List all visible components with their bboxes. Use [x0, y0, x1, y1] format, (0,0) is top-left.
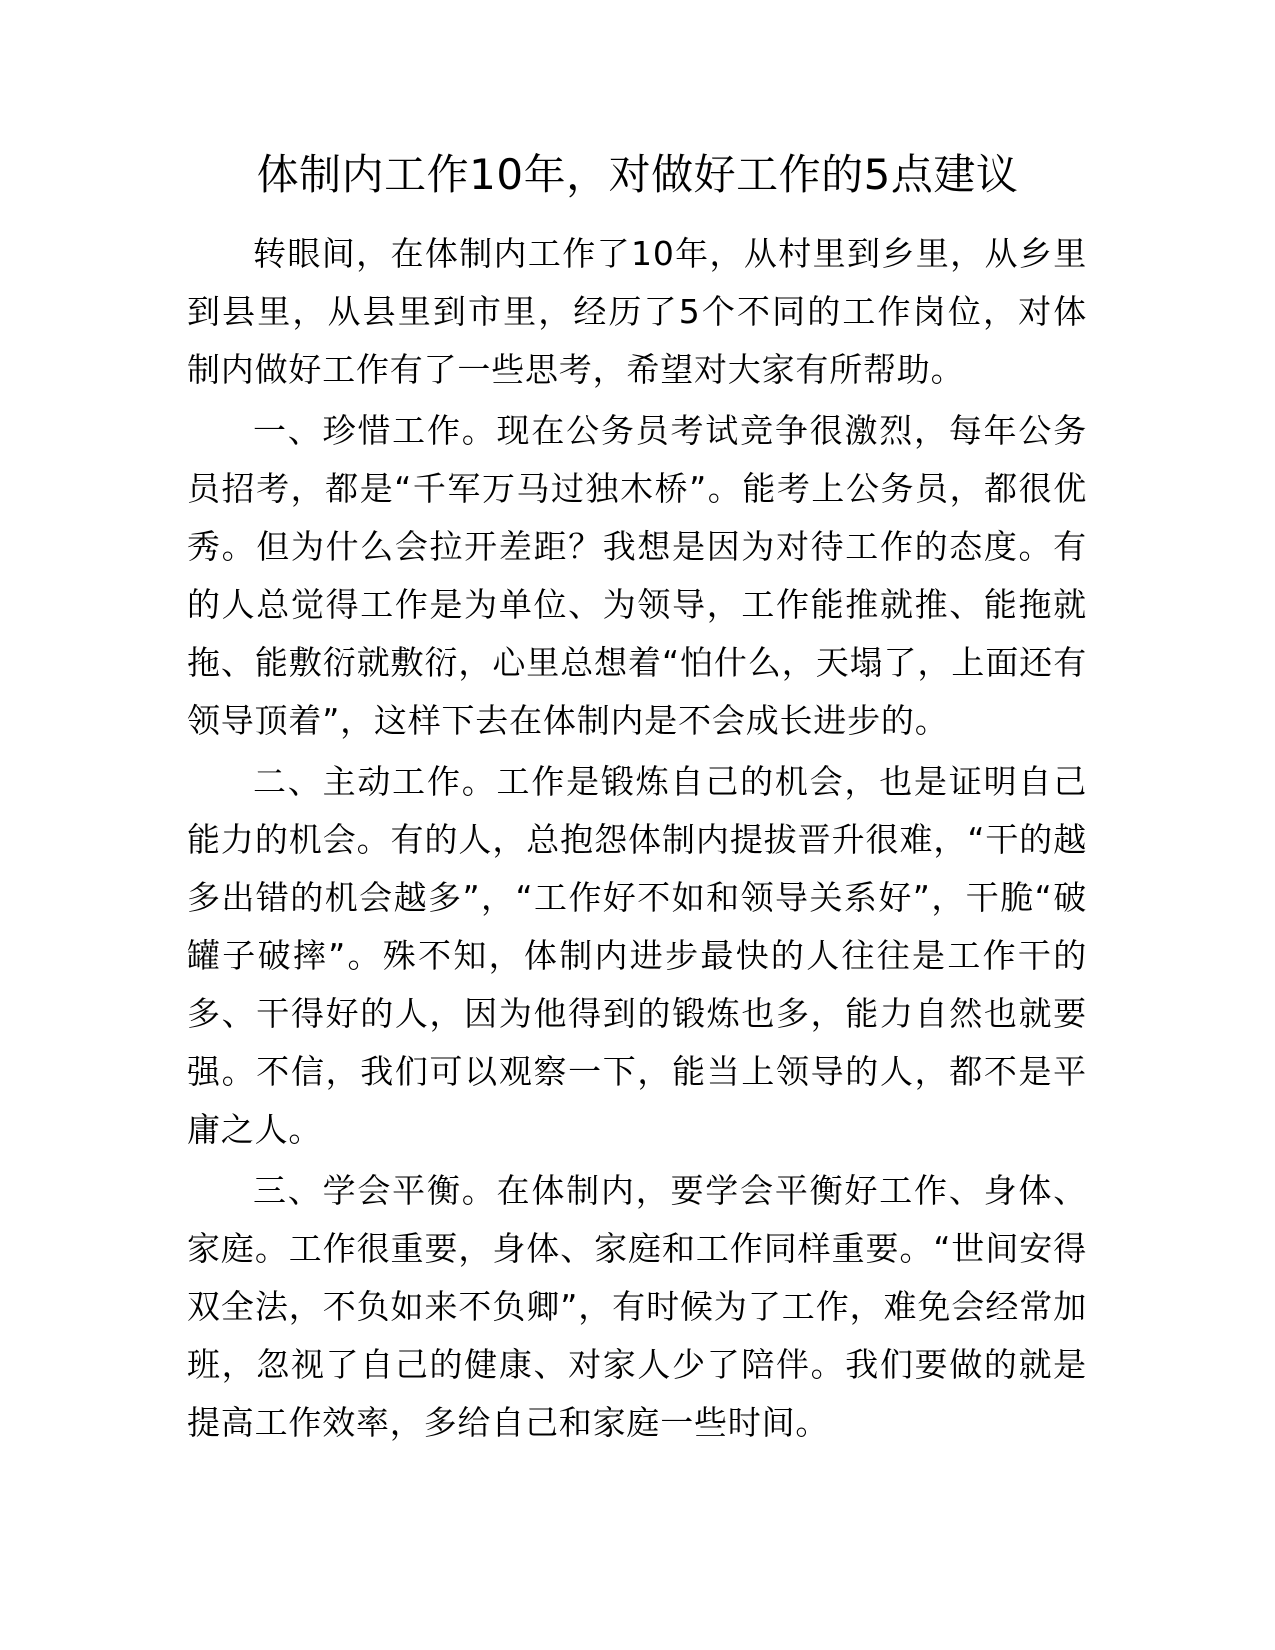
paragraph-cherish-work: 一、珍惜工作。现在公务员考试竞争很激烈，每年公务员招考，都是“千军万马过独木桥”。能考上公务员，都很优秀。但为什么会拉开差距？我想是因为对待工作的态度。有的人总觉得工作是为单位、为领导，工作能推就推、能拖就拖、能敷衍就敷衍，心里总想着“怕什么，天塌了，上面还有领导顶着”，这样下去在体制内是不会成长进步的。 [187, 411, 1087, 740]
document-body [187, 225, 1087, 1455]
document-title: 体制内工作10年，对做好工作的5点建议 [256, 150, 1019, 199]
paragraph-learn-balance: 三、学会平衡。在体制内，要学会平衡好工作、身体、家庭。工作很重要，身体、家庭和工作同样重要。“世间安得双全法，不负如来不负卿”，有时候为了工作，难免会经常加班，忽视了自己的健康、对家人少了陪伴。我们要做的就是提高工作效率，多给自己和家庭一些时间。 [187, 1171, 1087, 1442]
paragraph-proactive-work: 二、主动工作。工作是锻炼自己的机会，也是证明自己能力的机会。有的人，总抱怨体制内提拔晋升很难，“干的越多出错的机会越多”，“工作好不如和领导关系好”，干脆“破罐子破摔”。殊不知，体制内进步最快的人往往是工作干的多、干得好的人，因为他得到的锻炼也多，能力自然也就要强。不信，我们可以观察一下，能当上领导的人，都不是平庸之人。 [187, 762, 1087, 1149]
paragraph-intro: 转眼间，在体制内工作了10年，从村里到乡里，从乡里到县里，从县里到市里，经历了5个不同的工作岗位，对体制内做好工作有了一些思考，希望对大家有所帮助。 [187, 234, 1087, 389]
